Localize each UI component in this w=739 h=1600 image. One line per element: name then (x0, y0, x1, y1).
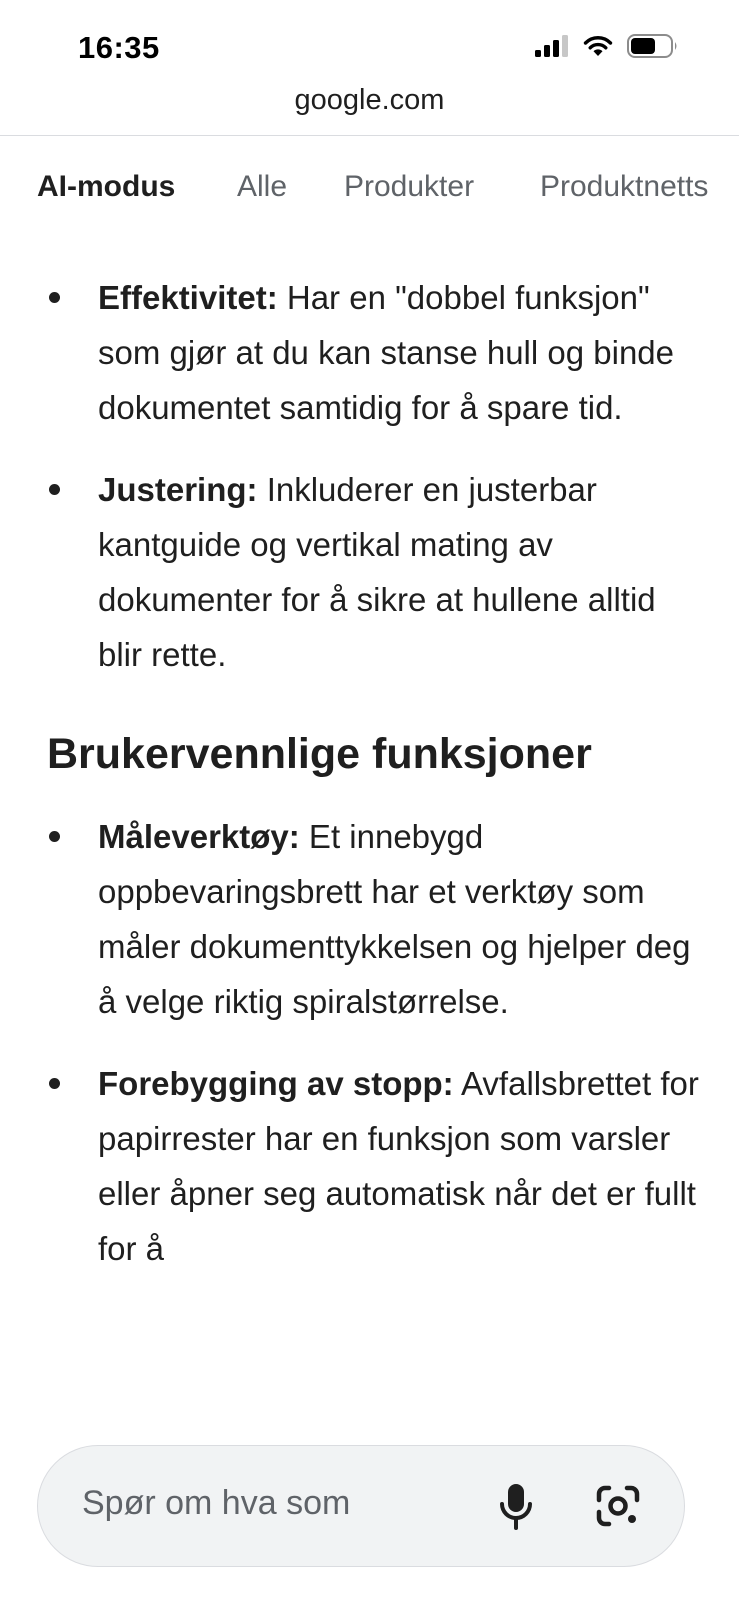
list-item-title: Måleverktøy: (98, 818, 300, 855)
list-item (0, 270, 739, 435)
list-item-text: Et innebygd oppbevaringsbrett har et verktøy som måler dokumenttykkelsen og hjelper deg å velge riktig spiralstørrelse. (98, 818, 691, 1020)
tab-produktnettsteder[interactable]: Produktnetts (540, 170, 709, 203)
status-time: 16:35 (78, 30, 160, 65)
status-icons (535, 34, 679, 58)
list-item (0, 1056, 739, 1276)
microphone-icon (498, 1482, 534, 1530)
bullet-icon (49, 484, 60, 495)
battery-icon (627, 34, 679, 58)
feature-list (0, 270, 739, 682)
tab-alle[interactable]: Alle (237, 170, 288, 203)
list-item-title: Justering: (98, 471, 258, 508)
ai-answer-content (0, 270, 739, 1415)
url-bar[interactable]: google.com (294, 84, 445, 116)
list-item-title: Forebygging av stopp: (98, 1065, 454, 1102)
google-lens-button[interactable] (586, 1476, 650, 1536)
bullet-icon (49, 831, 60, 842)
list-item-text: Har en "dobbel funksjon" som gjør at du kan stanse hull og binde dokumentet samtidig for å spare tid. (98, 279, 675, 426)
search-input[interactable] (82, 1484, 442, 1523)
signal-icon (535, 35, 569, 57)
tab-ai-modus[interactable]: AI-modus (37, 170, 176, 203)
microphone-button[interactable] (486, 1476, 546, 1536)
bullet-icon (49, 292, 60, 303)
list-item (0, 462, 739, 682)
user-friendly-list (0, 809, 739, 1276)
header-divider (0, 135, 739, 136)
google-lens-icon (595, 1484, 641, 1528)
section-heading: Brukervennlige funksjoner (47, 730, 592, 778)
list-item-text: Inkluderer en justerbar kantguide og vertikal mating av dokumenter for å sikre at hullene alltid blir rette. (98, 471, 656, 673)
list-item-text: Avfallsbrettet for papirrester har en funksjon som varsler eller åpner seg automatisk når det er fullt for å (98, 1065, 699, 1267)
bullet-icon (49, 1078, 60, 1089)
search-bar (37, 1445, 685, 1567)
list-item (0, 809, 739, 1029)
search-tabs (0, 160, 739, 220)
tab-produkter[interactable]: Produkter (344, 170, 475, 203)
wifi-icon (583, 35, 613, 57)
list-item-title: Effektivitet: (98, 279, 278, 316)
status-bar (0, 0, 739, 88)
